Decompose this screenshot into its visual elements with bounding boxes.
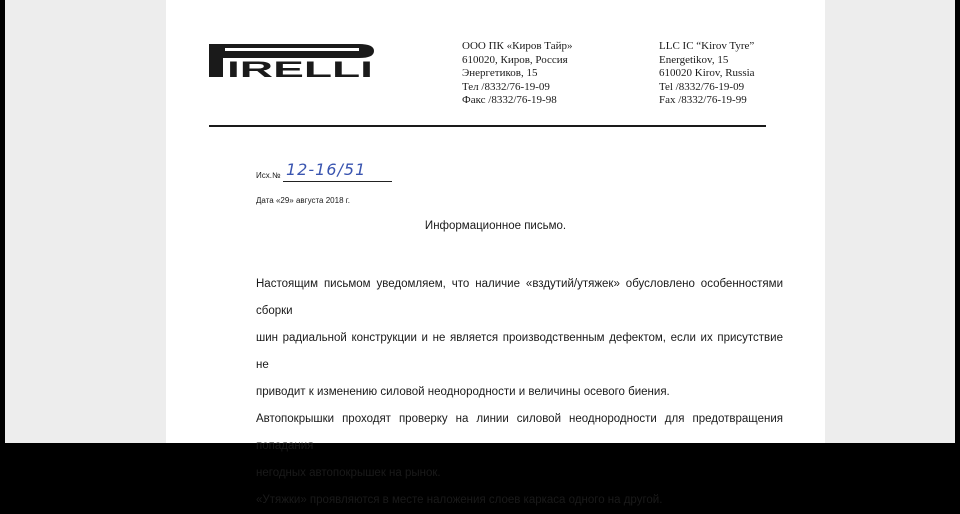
address-ru-line: Энергетиков, 15	[462, 67, 538, 79]
reference-underline	[283, 181, 392, 182]
svg-text:IRELLI: IRELLI	[227, 57, 373, 82]
date-line: Дата «29» августа 2018 г.	[256, 196, 350, 205]
reference-number-handwritten: 12-16/51	[286, 160, 367, 179]
body-line: Настоящим письмом уведомляем, что наличие «вздутий/утяжек» обусловлено особенностями сборки	[256, 278, 783, 317]
right-margin-area	[825, 0, 960, 443]
left-margin-area	[0, 0, 166, 443]
body-line: шин радиальной конструкции и не является производственным дефектом, если их присутствие не	[256, 332, 783, 371]
address-ru-line: Тел /8332/76-19-09	[462, 80, 550, 93]
body-line: Автопокрышки проходят проверку на линии силовой неоднородности для предотвращения попадания	[256, 413, 783, 452]
address-russian	[462, 40, 573, 108]
document-page	[166, 0, 825, 506]
body-line: приводит к изменению силовой неоднородности и величины осевого биения.	[256, 386, 670, 398]
address-en-line: Fax /8332/76-19-99	[659, 94, 747, 106]
body-line: негодных автопокрышек на рынок.	[256, 467, 441, 479]
letter-title: Информационное письмо.	[424, 220, 567, 232]
address-ru-line: 610020, Киров, Россия	[462, 53, 568, 66]
address-en-line: Energetikov, 15	[659, 53, 729, 66]
body-line: «Утяжки» проявляются в месте наложения слоев каркаса одного на другой.	[256, 494, 663, 506]
address-en-line: LLC IC “Kirov Tyre”	[659, 40, 755, 52]
address-en-line: Tel /8332/76-19-09	[659, 80, 745, 93]
header-divider	[209, 125, 766, 127]
address-ru-line: Факс /8332/76-19-98	[462, 94, 557, 106]
pirelli-logo	[209, 40, 377, 85]
address-en-line: 610020 Kirov, Russia	[659, 67, 755, 79]
address-english	[659, 40, 755, 108]
letter-body	[256, 271, 783, 514]
address-ru-line: ООО ПК «Киров Тайр»	[462, 40, 573, 52]
reference-label: Исх.№	[256, 171, 281, 180]
